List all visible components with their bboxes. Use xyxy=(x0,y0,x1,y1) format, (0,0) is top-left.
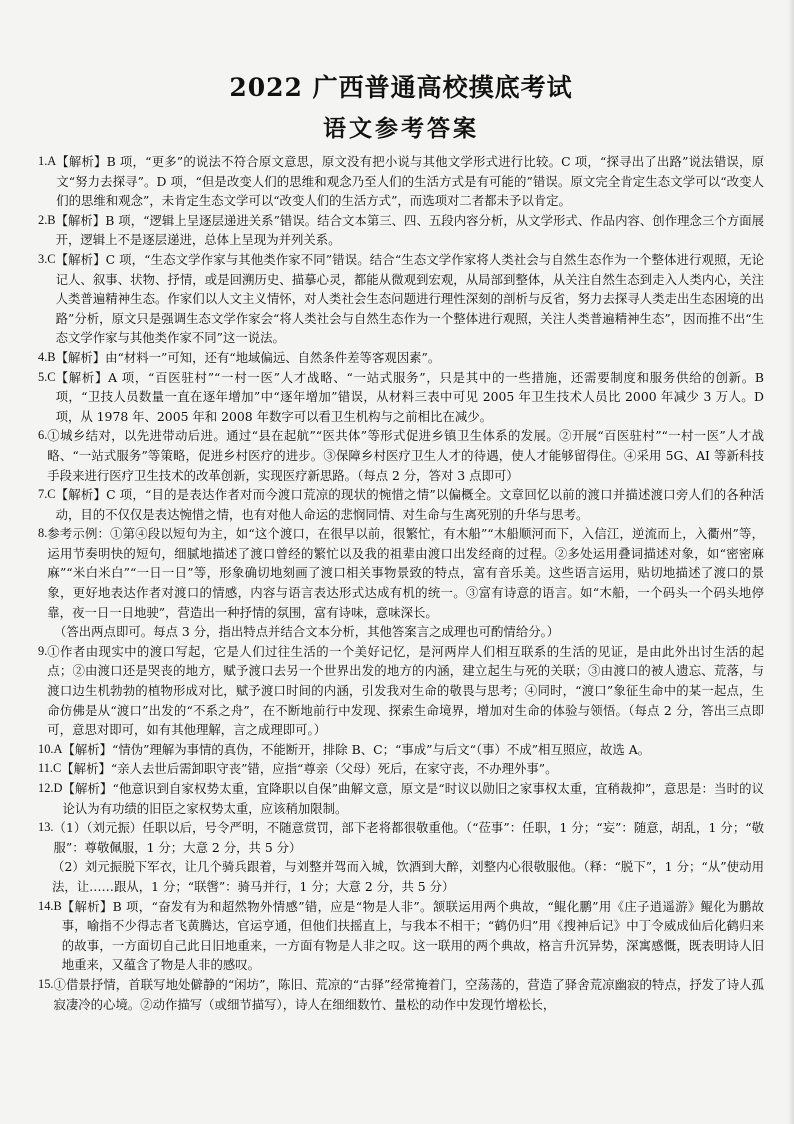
answer-item xyxy=(38,779,764,818)
answer-item xyxy=(38,897,764,975)
answer-item xyxy=(38,211,764,250)
answer-number: 3.C xyxy=(38,251,56,266)
exam-title: 2022 广西普通高校摸底考试 xyxy=(229,73,573,102)
answer-text: ①借景抒情，首联写地处僻静的“闲坊”，陈旧、荒凉的“古驿”经常掩着门，空荡荡的，营造了驿舍荒凉幽寂的特点，抒发了诗人孤寂凄冷的心境。②动作描写（或细节描写），诗人在细细数竹、量松的动作中发现竹增松长， xyxy=(53,976,764,1012)
answer-text: 【解析】“情伪”理解为事情的真伪，不能断开，排除 B、C；“事成”与后文“（事）不成”相互照应，故选 A。 xyxy=(62,741,651,757)
answer-number: 11.C xyxy=(38,761,62,776)
answer-item xyxy=(38,818,764,857)
answer-text: 【解析】C 项，“目的是表达作者对而今渡口荒凉的现状的惋惜之情”以偏概全。文章回忆以前的渡口并描述渡口旁人们的各种活动，目的不仅仅是表达惋惜之情，也有对他人命运的悲悯同情、对生命与生离死别的升华与思考。 xyxy=(55,487,764,522)
answer-number: 8. xyxy=(38,526,48,541)
answer-number: 15. xyxy=(38,976,54,991)
answer-number: 6. xyxy=(38,428,48,443)
answer-list xyxy=(38,152,764,1014)
answer-item xyxy=(38,152,764,211)
answer-text: 【解析】B 项，“奋发有为和超然物外情感”错，应是“物是人非”。颔联运用两个典故，“鲲化鹏”用《庄子逍遥游》鲲化为鹏故事，喻指不少得志者飞黄腾达，官运亨通，但他们扶摇直上，与我本不相干；“鹤仍归”用《搜神后记》中丁令威成仙后化鹤归来的故事，一方面切自己此日旧地重来，一方面有物是人非之叹。这一联用的两个典故，格言升沉异势，深寓感慨，既表明诗人旧地重来，又蕴含了物是人非的感叹。 xyxy=(61,898,764,973)
answer-item xyxy=(38,348,764,368)
answer-key-subtitle: 语文参考答案 xyxy=(323,115,479,142)
answer-item xyxy=(38,368,764,427)
answer-number: 13. xyxy=(38,820,54,835)
answer-item xyxy=(38,622,764,642)
answer-number: 5.C xyxy=(38,369,56,384)
answer-number: 2.B xyxy=(38,212,56,227)
answer-item xyxy=(38,642,764,740)
answer-number: 14.B xyxy=(38,898,62,913)
answer-item xyxy=(38,759,764,779)
answer-number: 1.A xyxy=(38,154,57,168)
answer-text: 【解析】B 项，“逻辑上呈逐层递进关系”错误。结合文本第三、四、五段内容分析，从文学形式、作品内容、创作理念三个方面展开，逻辑上不是逐层递进，总体上呈现为并列关系。 xyxy=(55,212,764,248)
answer-text: 【解析】由“材料一”可知，还有“地域偏远、自然条件差等客观因素”。 xyxy=(55,349,441,365)
answer-number: 10.A xyxy=(38,741,63,756)
answer-text: 【解析】A 项，“百医驻村”“一村一医”人才战略、“一站式服务”，只是其中的一些措施，还需要制度和服务供给的创新。B 项，“卫技人员数量一直在逐年增加”中“逐年增加”错误，从材料三表中可见 2005 年卫生技术人员比 2000 年减少 3 万人。D 项，从 1978 年、2005 年和 2008 年数字可以看卫生机构与之前相比在减少。 xyxy=(55,369,764,424)
answer-text: （1）（刘元振）任职以后，号令严明，不随意赏罚，部下老将都很敬重他。（“莅事”：任职，1 分；“妄”：随意，胡乱，1 分；“敬服”：尊敬佩服，1 分；大意 2 分，共 5 分） xyxy=(53,820,764,855)
answer-text: 【解析】“亲人去世后需卸职守丧”错，应指“尊亲（父母）死后，在家守丧，不办理外事”。 xyxy=(61,761,558,777)
answer-item xyxy=(38,250,764,348)
answer-number: 4.B xyxy=(38,349,56,364)
answer-text: 【解析】B 项，“更多”的说法不符合原文意思，原文没有把小说与其他文学形式进行比较。C 项，“探寻出了出路”说法错误，原文“努力去探寻”。D 项，“但是改变人们的思维和观念乃至人们的生活方式是有可能的”错误。原文完全肯定生态文学可以“改变人们的思维和观念”，未肯定生态文学可以“改变人们的生活方式”，而选项对二者都未予以肯定。 xyxy=(56,154,764,209)
answer-item xyxy=(38,740,764,760)
answer-text: 参考示例：①第④段以短句为主，如“这个渡口，在很早以前，很繁忙，有木船”“木船顺河而下，入信江，逆流而上，入衢州”等，运用节奏明快的短句，细腻地描述了渡口曾经的繁忙以及我的祖辈由渡口出发经商的过程。②多处运用叠词描述对象，如“密密麻麻”“米白米白”“一日一日”等，形象确切地刻画了渡口相关事物景致的特点，富有音乐美。这些语言运用，贴切地描述了渡口的景象，更好地表达作者对渡口的情感，内容与语言表达形式达成有机的统一。③富有诗意的语言。如“木船，一个码头一个码头地停靠，夜一日一日地驶”，营造出一种抒情的氛围，富有诗味，意味深长。 xyxy=(47,526,764,620)
answer-item xyxy=(38,426,764,485)
answer-text: 【解析】“他意识到自家权势太重，宜降职以自保”曲解文意，原文是“时议以勋旧之家事权太重，宜稍裁抑”，意思是：当时的议论认为有功绩的旧臣之家权势太重，应该稍加限制。 xyxy=(62,781,764,816)
answer-text: （答出两点即可。每点 3 分，指出特点并结合文本分析，其他答案言之成理也可酌情给分。） xyxy=(54,624,560,640)
answer-item xyxy=(38,524,764,622)
answer-item xyxy=(38,975,764,1014)
answer-text: ①城乡结对，以先进带动后进。通过“县在起航”“医共体”等形式促进乡镇卫生体系的发展。②开展“百医驻村”“一村一医”人才战略、“一站式服务”等策略，促进乡村医疗的进步。③保障乡村医疗卫生人才的待遇，使人才能够留得住。④采用 5G、AI 等新科技手段来进行医疗卫生技术的改革创新，实现医疗新思路。（每点 2 分，答对 3 点即可） xyxy=(47,428,764,483)
answer-number: 7.C xyxy=(38,487,56,502)
scan-shadow xyxy=(788,0,794,1124)
answer-text: （2）刘元振脱下军衣，让几个骑兵跟着，与刘整并驾而入城，饮酒到大醉，刘整内心很敬服他。（释：“脱下”，1 分；“从”使动用法，让……跟从，1 分；“联辔”：骑马并行，1 分；大意 2 分，共 5 分） xyxy=(52,859,764,894)
answer-text: ①作者由现实中的渡口写起，它是人们过往生活的一个美好记忆，是河两岸人们相互联系的生活的见证，是由此外出讨生活的起点；②由渡口还是哭丧的地方，赋予渡口去另一个世界出发的地方的内涵，建立起生与死的关联；③由渡口的被人遗忘、荒落，与渡口边生机勃勃的植物形成对比，赋予渡口时间的内涵，引发我对生命的敬畏与思考；④同时，“渡口”象征生命中的某一起点，生命仿佛是从“渡口”出发的“不系之舟”，在不断地前行中发现、探索生命境界，增加对生命的体验与领悟。（每点 2 分，答出三点即可，意思对即可，如有其他理解，言之成理即可。） xyxy=(47,643,764,738)
answer-number: 9. xyxy=(38,643,48,658)
answer-number: 12.D xyxy=(38,781,63,795)
answer-item xyxy=(38,857,764,896)
answer-item xyxy=(38,485,764,524)
answer-text: 【解析】C 项，“生态文学作家与其他类作家不同”错误。结合“生态文学作家将人类社会与自然生态作为一个整体进行观照，无论记人、叙事、状物、抒情，或是回溯历史、描摹心灵，都能从微观到宏观，从局部到整体，从关注自然生态到走入人类内心，关注人类普遍精神生态。作家们以人文主义情怀，对人类社会生态问题进行理性深刻的剖析与反省，努力去探寻人类走出生态困境的出路”分析，原文只是强调生态文学作家会“将人类社会与自然生态作为一个整体进行观照，关注人类普遍精神生态”，因而推不出“生态文学作家与其他类作家不同”这一说法。 xyxy=(55,251,764,346)
